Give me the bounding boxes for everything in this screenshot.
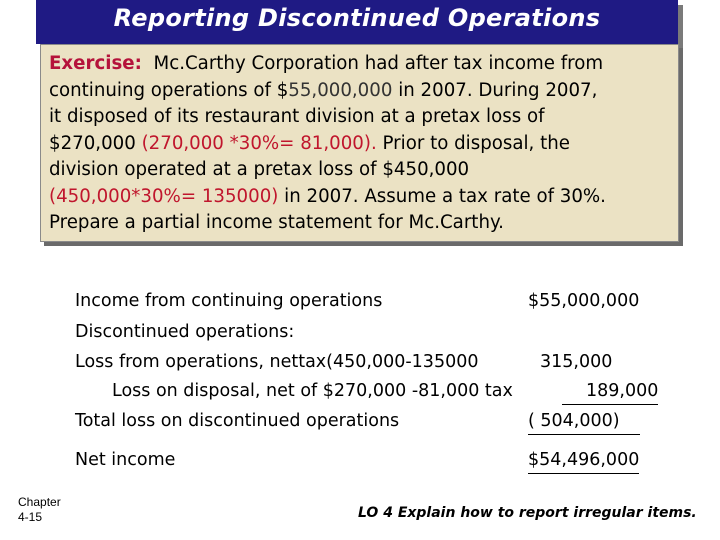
total-loss-value: ( 504,000) — [528, 411, 640, 435]
loss-on-disposal-value: 189,000 — [562, 381, 658, 405]
slide-title: Reporting Discontinued Operations — [113, 4, 601, 32]
exercise-line-1-text: Mc.Carthy Corporation had after tax income from — [153, 53, 604, 74]
operations-tax-calc: (450,000*30%= 135000) — [49, 185, 279, 207]
total-loss-label: Total loss on discontinued operations — [75, 411, 400, 431]
loss-on-disposal-label: Loss on disposal, net of $270,000 -81,000 tax — [112, 381, 513, 401]
exercise-amount: 55,000,000 — [288, 79, 393, 101]
exercise-label: Exercise: — [49, 53, 142, 74]
net-income-label: Net income — [75, 450, 176, 470]
exercise-line-3: it disposed of its restaurant division at a pretax loss of — [49, 106, 545, 127]
exercise-text — [49, 51, 681, 237]
exercise-line-2 — [49, 78, 681, 105]
exercise-line-2-b: in 2007. During 2007, — [392, 79, 598, 101]
net-income-value: $54,496,000 — [528, 450, 639, 474]
continuing-ops-value: $55,000,000 — [528, 291, 640, 311]
exercise-line-2-a: continuing operations of $ — [49, 79, 289, 101]
disposal-tax-calc: (270,000 *30%= 81,000). — [141, 132, 377, 154]
exercise-box — [40, 44, 679, 242]
title-bar — [36, 0, 678, 44]
loss-from-operations-label: Loss from operations, nettax(450,000-135000 — [75, 352, 479, 372]
loss-from-operations-value: 315,000 — [540, 352, 613, 372]
continuing-ops-label: Income from continuing operations — [75, 291, 383, 311]
chapter-label — [18, 495, 61, 525]
learning-objective: LO 4 Explain how to report irregular items. — [358, 505, 697, 521]
exercise-line-4-b: Prior to disposal, the — [376, 132, 570, 154]
exercise-line-1 — [49, 51, 681, 78]
chapter-text: Chapter — [18, 495, 61, 509]
exercise-line-6-b: in 2007. Assume a tax rate of 30%. — [278, 185, 606, 207]
exercise-line-5: division operated at a pretax loss of $450,000 — [49, 159, 470, 180]
discontinued-heading: Discontinued operations: — [75, 322, 295, 342]
exercise-line-7: Prepare a partial income statement for Mc.Carthy. — [49, 212, 504, 233]
exercise-line-4 — [49, 131, 681, 158]
exercise-line-4-a: $270,000 — [49, 132, 142, 154]
exercise-line-6 — [49, 184, 681, 211]
page-number: 4-15 — [18, 510, 43, 524]
